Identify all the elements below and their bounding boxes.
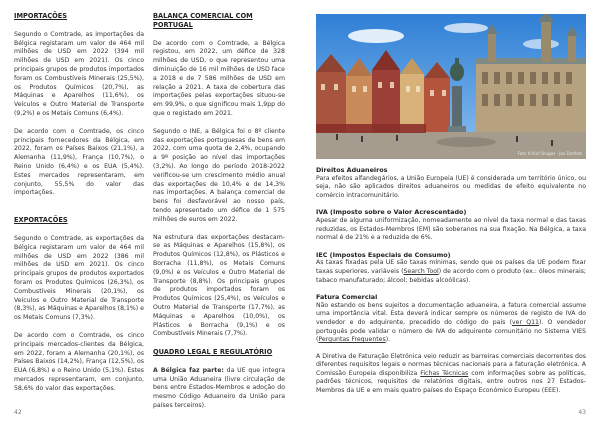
imports-paragraph-2: De acordo com o Comtrade, os cinco principais fornecedores da Bélgica, em 2022, foram os Países Baixos (21,1%), a Alemanha (11,9%), França (10,7%), o Reino Unido (6,4%) e os EUA (5,4%). Estes mercados representaram, em conjunto, 55,5% do valor das importações.: [14, 127, 144, 197]
customs-heading: Direitos Aduaneiros: [316, 166, 388, 174]
legal-heading: QUADRO LEGAL E REGULATÓRIO: [153, 348, 273, 357]
invoice-heading: Fatura Comercial: [316, 293, 378, 302]
legal-paragraph: [153, 367, 285, 411]
vat-heading: IVA (Imposto sobre o Valor Acrescentado): [316, 208, 467, 217]
einvoice-text-pre: A Diretiva de Faturação Eletrónica veio reduzir as barreiras comerciais decorrentes dos diferentes requisitos legais e normas técnicas nacionais para a faturação eletrónica. A Comissão Europeia disponibiliza: [316, 352, 586, 377]
right-page: [300, 0, 600, 424]
iec-text-post: ) de acordo com o produto (ex.: óleos minerais; tabaco manufaturado; álcool; bebidas alcoólicas).: [316, 267, 586, 284]
ver-q11-link[interactable]: ver Q11: [512, 318, 539, 326]
customs-paragraph: Para efeitos alfandegários, a União Europeia (UE) é considerada um território único, ou seja, não são aplicados direitos aduaneiros ou medidas de efeito equivalente no comércio intracomunitário.: [316, 174, 586, 199]
invoice-text-pre: Não estando os bens sujeitos a documentação aduaneira, a fatura comercial assume uma importância vital. Esta deverá indicar sempre os números de registo de IVA do vendedor e do adquirente, precedido do código do país (: [316, 301, 586, 326]
left-column-1: [14, 12, 144, 402]
imports-heading: IMPORTAÇÕES: [14, 12, 68, 20]
left-column-2: [153, 12, 285, 420]
vat-paragraph: Apesar de alguma uniformização, nomeadamente ao nível da taxa normal e das taxas reduzidas, os Estados-Membros (EM) são soberanos na sua fixação. Na Bélgica, a taxa normal é de 21% e a reduzida de 6%.: [316, 216, 586, 242]
balance-paragraph-2: Segundo o INE, a Bélgica foi o 8º cliente das exportações portuguesas de bens em 2022, com uma quota de 2,4%, ocupando a 9ª posição ao nível das importações (3,2%). Ao longo do período 2018-2022 verificou-se um crescimento médio anual das exportações de 10,4% e de 14,3% nas importações. A balança comercial de bens foi desfavorável ao nosso país, tendo apresentado um défice de 1 575 milhões de euros em 2022.: [153, 127, 285, 223]
exports-paragraph-2: De acordo com o Comtrade, os cinco principais mercados-clientes da Bélgica, em 2022, foram a Alemanha (20,1%), os Países Baixos (14,2%), França (12,5%), os EUA (6,8%) e o Reino Unido (5,1%). Estes mercados representaram, em conjunto, 58,6% do valor das exportações.: [14, 331, 144, 392]
legal-text: da UE que integra uma União Aduaneira (livre circulação de bens entre Estados-Membros e adoção do mesmo Código Aduaneiro da União para países terceiros).: [153, 366, 285, 410]
legal-lead: A Bélgica faz parte:: [153, 366, 224, 374]
search-tool-link[interactable]: Search Tool: [403, 267, 439, 275]
invoice-text-mid: ). O vendedor português pode validar o número de IVA do adquirente comunitário no Sistema VIES (: [316, 318, 586, 344]
einvoice-paragraph: [316, 353, 586, 396]
balance-paragraph-1: De acordo com o Comtrade, a Bélgica registou, em 2022, um défice de 328 milhões de USD, o que representou uma diminuição de 16 mil milhões de USD face a 2018 e de 7 586 milhões de USD em relação a 2021. A taxa de cobertura das importações pelas exportações situou-se em 99,9%, o que significou mais 1,9pp do que o registado em 2021.: [153, 39, 285, 117]
balance-heading: BALANÇA COMERCIAL COM PORTUGAL: [153, 12, 253, 29]
iec-text-pre: As taxas fixadas pela UE são taxas mínimas, sendo que os países da UE podem fixar taxas superiores, variáveis (: [316, 259, 586, 275]
faq-link[interactable]: Perguntas Frequentes: [318, 336, 386, 344]
invoice-paragraph: [316, 302, 586, 345]
imports-paragraph-1: Segundo o Comtrade, as importações da Bélgica registaram um valor de 464 mil milhões de USD em 2022 (394 mil milhões de USD em 2021). Os cinco principais grupos de produtos importados foram os Combustíveis Minerais (25,5%), os Produtos Químicos (20,7%), as Máquinas e Aparelhos (11,6%), os Veículos e Outro Material de Transporte (9,2%) e os Metais Comuns (6,4%).: [14, 30, 144, 117]
invoice-text-post: ).: [385, 336, 391, 344]
exports-heading: EXPORTAÇÕES: [14, 216, 68, 225]
einvoice-text-post: com informações sobre as políticas, padrões técnicos, requisitos de relatórios digitais, entre outros nos 27 Estados-Membros da UE e em mais quatro países do Espaço Económico Europeu (EEE).: [316, 369, 586, 395]
iec-paragraph: [316, 259, 586, 285]
page-number-right: 43: [578, 409, 586, 416]
iec-heading: IEC (Impostos Especiais de Consumo): [316, 250, 451, 259]
bruges-square-illustration: [316, 14, 586, 159]
right-text-block: [316, 166, 586, 404]
exports-paragraph-1: Segundo o Comtrade, as exportações da Bélgica registaram um valor de 464 mil milhões de USD em 2022 (386 mil milhões de USD em 2021). Os cinco principais grupos de produtos exportados foram os Produtos Químicos (26,3%), os Combustíveis Minerais (20,1%), os Veículos e Outro Material de Transporte (8,3%), as Máquinas e Aparelhos (8,1%) e os Metais Comuns (7,3%).: [14, 234, 144, 322]
photo-credit: Foto ©Visit Bruges - Jan Darthet: [517, 151, 582, 156]
balance-paragraph-3: Na estrutura das exportações destacam-se as Máquinas e Aparelhos (15,8%), os Produtos Químicos (12,8%), os Plásticos e Borracha (11,8%), os Metais Comuns (9,0%) e os Veículos e Outro Material de Transporte (8,8%). Os principais grupos de produtos importados foram os Produtos Químicos (25,4%), os Veículos e Outro Material de Transporte (17,7%), as Máquinas e Aparelhos (10,0%), os Plásticos e Borracha (9,1%) e os Combustíveis Minerais (7,7%).: [153, 233, 285, 338]
bruges-photo: [316, 14, 586, 159]
page-number-left: 42: [14, 409, 22, 416]
technical-sheets-link[interactable]: Fichas Técnicas: [420, 369, 469, 377]
